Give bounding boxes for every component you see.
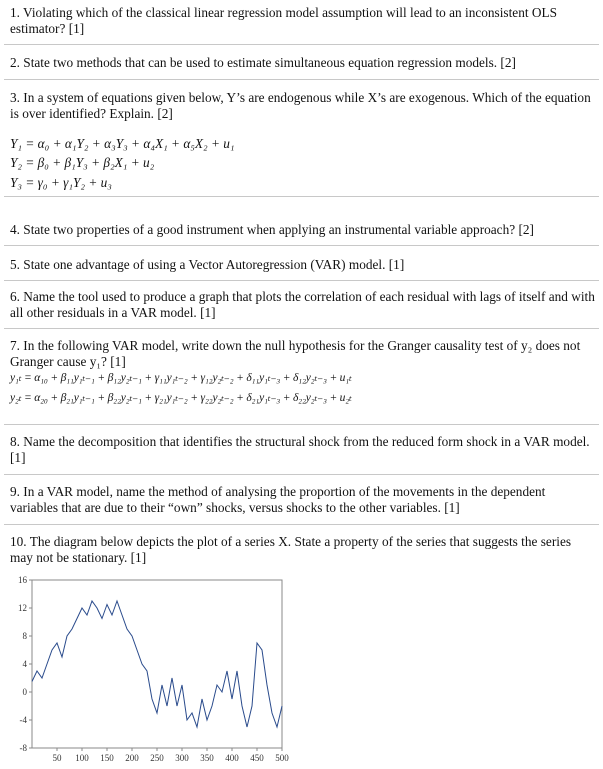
divider (4, 328, 599, 329)
y-tick-label: -8 (19, 743, 27, 753)
question-1: 1. Violating which of the classical linear regression model assumption will lead to an inconsistent OLS estimator? [1] (10, 5, 557, 36)
x-tick-label: 250 (150, 753, 164, 763)
question-6: 6. Name the tool used to produce a graph that plots the correlation of each residual with lags of itself and with all other residuals in a VAR model. [1] (10, 289, 595, 320)
divider (4, 245, 599, 246)
x-tick-label: 100 (75, 753, 89, 763)
x-tick-label: 500 (275, 753, 289, 763)
y-axis-ticks (18, 575, 32, 753)
question-7: 7. In the following VAR model, write down the null hypothesis for the Granger causality test of y₂ does not Granger cause y₁? [1] (10, 338, 581, 369)
divider (4, 79, 599, 80)
x-tick-label: 200 (125, 753, 139, 763)
x-tick-label: 450 (250, 753, 264, 763)
y-tick-label: -4 (19, 715, 27, 725)
x-tick-label: 350 (200, 753, 214, 763)
question-10: 10. The diagram below depicts the plot of a series X. State a property of the series that suggests the series may not be stationary. [1] (10, 534, 572, 565)
y-tick-label: 4 (22, 659, 27, 669)
divider (4, 424, 599, 425)
x-tick-label: 400 (225, 753, 239, 763)
question-9: 9. In a VAR model, name the method of analysing the proportion of the movements in the dependent variables that are due to their “own” shocks, versus shocks to the other variables. [1] (10, 484, 546, 515)
y-tick-label: 8 (22, 631, 27, 641)
divider (4, 524, 599, 525)
x-axis-ticks (53, 748, 290, 763)
var-equation-2: y₂ₜ = α₂₀ + β₂₁y₁ₜ₋₁ + β₂₂y₂ₜ₋₁ + γ₂₁y₁ₜ₋₂ + γ₂₂y₂ₜ₋₂ + δ₂₁y₁ₜ₋₃ + δ₂₂y₂ₜ₋₃ + u₂ₜ (10, 392, 352, 404)
y-tick-label: 12 (18, 603, 27, 613)
divider (4, 44, 599, 45)
question-5: 5. State one advantage of using a Vector Autoregression (VAR) model. [1] (10, 257, 405, 272)
question-4: 4. State two properties of a good instrument when applying an instrumental variable approach? [2] (10, 222, 534, 237)
var-equation-1: y₁ₜ = α₁₀ + β₁₁y₁ₜ₋₁ + β₁₂y₂ₜ₋₁ + γ₁₁y₁ₜ₋₂ + γ₁₂y₂ₜ₋₂ + δ₁₁y₁ₜ₋₃ + δ₁₂y₂ₜ₋₃ + u₁ₜ (10, 372, 352, 384)
series-x-line-chart (8, 574, 290, 766)
equation-y3: Y₃ = γ₀ + γ₁Y₂ + u₃ (10, 175, 112, 190)
equation-y1: Y₁ = α₀ + α₁Y₂ + α₃Y₃ + α₄X₁ + α₅X₂ + u₁ (10, 136, 235, 151)
plot-frame (32, 580, 282, 748)
x-tick-label: 150 (100, 753, 114, 763)
y-tick-label: 16 (18, 575, 27, 585)
question-3: 3. In a system of equations given below, Y’s are endogenous while X’s are exogenous. Which of the equation is over identified? Explain. [2] (10, 90, 591, 121)
divider (4, 474, 599, 475)
question-2: 2. State two methods that can be used to estimate simultaneous equation regression models. [2] (10, 55, 516, 70)
divider (4, 280, 599, 281)
question-8: 8. Name the decomposition that identifies the structural shock from the reduced form shock in a VAR model. [1] (10, 434, 590, 465)
x-tick-label: 300 (175, 753, 189, 763)
equation-y2: Y₂ = β₀ + β₁Y₃ + β₂X₁ + u₂ (10, 155, 155, 170)
y-tick-label: 0 (22, 687, 27, 697)
x-tick-label: 50 (52, 753, 62, 763)
divider (4, 196, 599, 197)
